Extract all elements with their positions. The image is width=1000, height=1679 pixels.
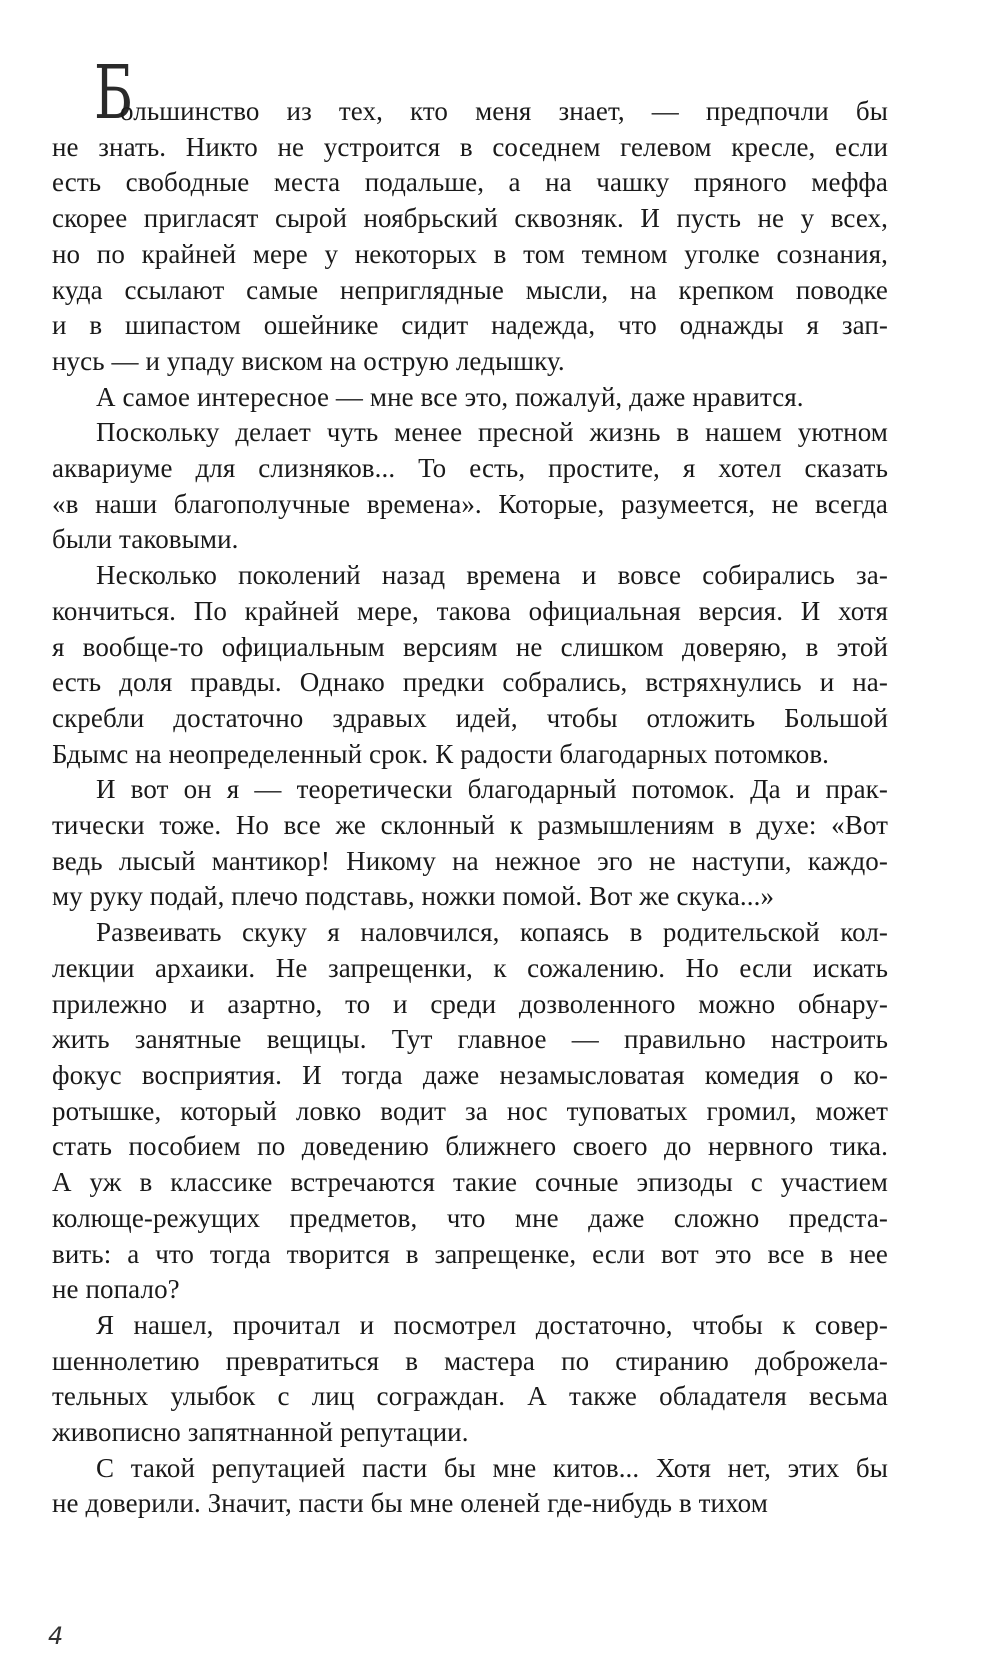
text-line: не попало? [52, 1274, 180, 1305]
text-line: С такой репутацией пасти бы мне китов... Хотя нет, этих бы [96, 1452, 888, 1483]
text-line: ротышке, который ловко водит за нос туповатых громил, может [52, 1095, 888, 1126]
text-line: нусь — и упаду виском на острую ледышку. [52, 345, 565, 376]
text-line: скорее пригласят сырой ноябрьский сквозняк. И пусть не у всех, [52, 203, 888, 234]
text-line: живописно запятнанной репутации. [52, 1417, 469, 1448]
paragraph [52, 558, 888, 772]
text-line: есть доля правды. Однако предки собрались, встряхнулись и на- [52, 667, 888, 698]
paragraph [52, 1308, 888, 1451]
text-line: му руку подай, плечо подставь, ножки помой. Вот же скука...» [52, 881, 775, 912]
paragraph [52, 1451, 888, 1522]
page-number: 4 [48, 1622, 64, 1650]
text-line: ведь лысый мантикор! Никому на нежное эго не наступи, каждо- [52, 845, 888, 876]
text-line: скребли достаточно здравых идей, чтобы отложить Большой [52, 702, 888, 733]
text-line: прилежно и азартно, то и среди дозволенного можно обнару- [52, 988, 888, 1019]
text-line: и в шипастом ошейнике сидит надежда, что однажды я зап- [52, 310, 888, 341]
text-line: Развеивать скуку я наловчился, копаясь в родительской кол- [96, 917, 888, 948]
drop-cap-letter: Б [94, 50, 134, 136]
text-line: колюще-режущих предметов, что мне даже сложно предста- [52, 1202, 888, 1233]
paragraph [52, 415, 888, 558]
text-line: Несколько поколений назад времена и вовсе собирались за- [96, 560, 888, 591]
text-line: Я нашел, прочитал и посмотрел достаточно, чтобы к совер- [96, 1309, 888, 1340]
text-line: вить: а что тогда творится в запрещенке, если вот это все в нее [52, 1238, 888, 1269]
text-line: Бдымс на неопределенный срок. К радости благодарных потомков. [52, 738, 830, 769]
paragraph [52, 772, 888, 915]
text-line: А уж в классике встречаются такие сочные эпизоды с участием [52, 1167, 888, 1198]
text-line: я вообще-то официальным версиям не слишком доверяю, в этой [52, 631, 888, 662]
text-line: жить занятные вещицы. Тут главное — правильно настроить [52, 1024, 888, 1055]
paragraph [52, 915, 888, 1308]
text-line: не доверили. Значит, пасти бы мне оленей где-нибудь в тихом [52, 1488, 768, 1519]
text-line: куда ссылают самые неприглядные мысли, на крепком поводке [52, 274, 888, 305]
text-line: кончиться. По крайней мере, такова официальная версия. И хотя [52, 595, 888, 626]
text-line: И вот он я — теоретически благодарный потомок. Да и прак- [96, 774, 888, 805]
text-line: ольшинство из тех, кто меня знает, — предпочли бы [120, 96, 888, 126]
paragraph [52, 94, 888, 380]
text-line: лекции архаики. Не запрещенки, к сожалению. Но если искать [52, 952, 888, 983]
text-line: шеннолетию превратиться в мастера по стиранию доброжела- [52, 1345, 888, 1376]
text-line: были таковыми. [52, 524, 239, 555]
text-line: тельных улыбок с лиц сограждан. А также обладателя весьма [52, 1381, 888, 1412]
text-line: не знать. Никто не устроится в соседнем гелевом кресле, если [52, 131, 888, 162]
text-line: есть свободные места подальше, а на чашку пряного меффа [52, 167, 888, 198]
body-text [52, 94, 888, 1522]
text-line: но по крайней мере у некоторых в том темном уголке сознания, [52, 238, 888, 269]
paragraph [52, 380, 888, 416]
text-line: стать пособием по доведению ближнего своего до нервного тика. [52, 1131, 888, 1162]
text-line: А самое интересное — мне все это, пожалуй, даже нравится. [96, 381, 804, 412]
text-line: тически тоже. Но все же склонный к размышлениям в духе: «Вот [52, 810, 888, 841]
text-line: Поскольку делает чуть менее пресной жизнь в нашем уютном [96, 417, 888, 448]
text-line: «в наши благополучные времена». Которые, разумеется, не всегда [52, 488, 888, 519]
text-line: фокус восприятия. И тогда даже незамысловатая комедия о ко- [52, 1059, 888, 1090]
text-line: аквариуме для слизняков... То есть, простите, я хотел сказать [52, 453, 888, 484]
